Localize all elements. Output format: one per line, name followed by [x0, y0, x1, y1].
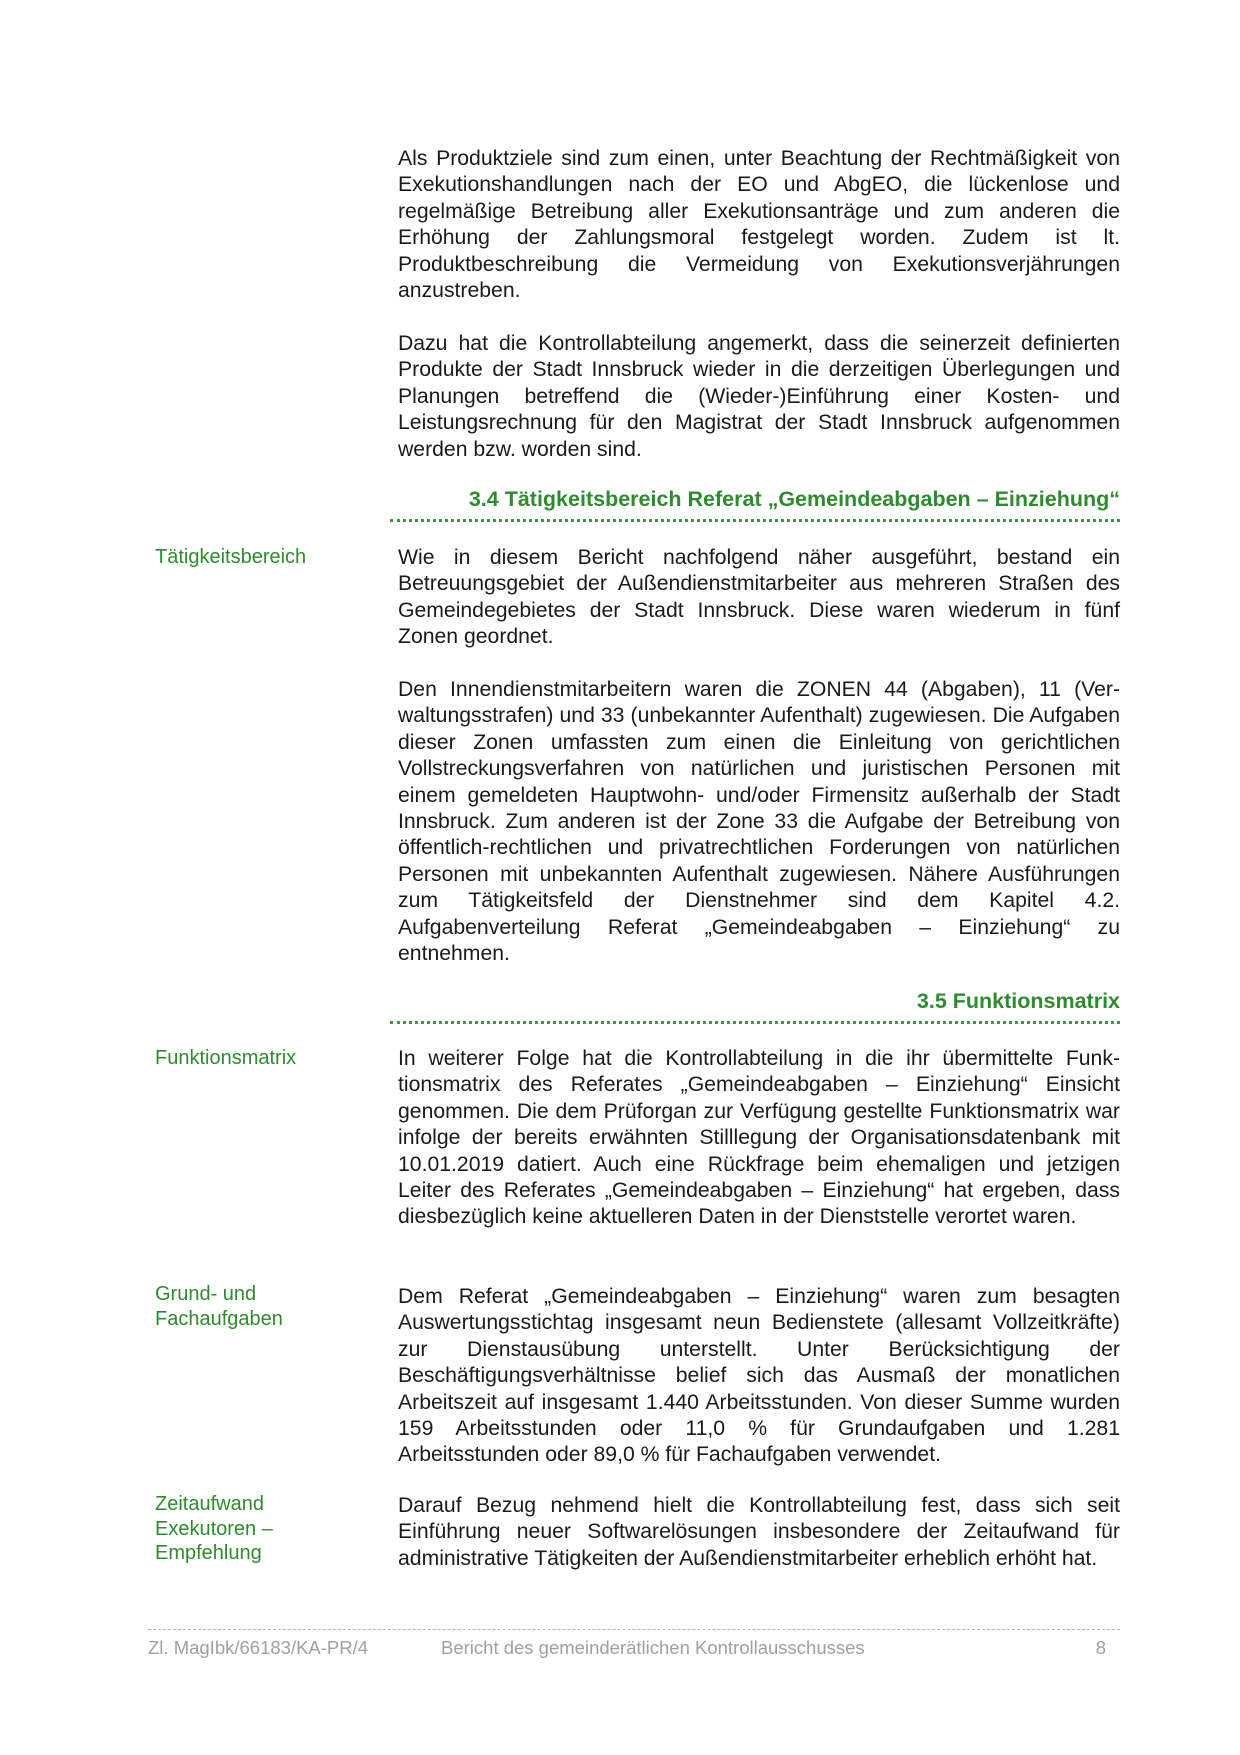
paragraph-bedienstete-arbeitsstunden: Dem Referat „Gemeindeabgaben – Einziehung“ waren zum besagten Auswertungsstichtag insgesamt neun Bedienstete (allesamt Vollzeitkräfte) zur Dienstausübung unterstellt. Unter Berücksichtigung der Beschäftigungsverhältnisse belief sich das Ausmaß der monatlichen Arbeitszeit auf insgesamt 1.440 Arbeitsstunden. Von dieser Summe wurden 159 Arbeitsstunden oder 11,0 % für Grundaufgaben und 1.281 Arbeitsstunden oder 89,0 % für Fachaufgaben verwendet.: [398, 1285, 1120, 1467]
paragraph-funktionsmatrix: In weiterer Folge hat die Kontrollabteilung in die ihr übermittelte Funktionsmatrix des Referates „Gemeindeabgaben – Einziehung“ Einsicht genommen. Die dem Prüforgan zur Verfügung gestellte Funktionsmatrix war infolge der bereits erwähnten Stilllegung der Organisationsdatenbank mit 10.01.2019 datiert. Auch eine Rückfrage beim ehemaligen und jetzigen Leiter des Referates „Gemeindeabgaben – Einziehung“ hat ergeben, dass diesbezüglich keine aktuelleren Daten in der Dienststelle verortet waren.: [398, 1047, 1120, 1229]
footer-report-title: Bericht des gemeinderätlichen Kontrollausschusses: [441, 1637, 865, 1658]
margin-note-line: Grund- und: [155, 1283, 257, 1305]
margin-note-funktionsmatrix: Funktionsmatrix: [155, 1047, 297, 1069]
section-heading-3-4: 3.4 Tätigkeitsbereich Referat „Gemeindeabgaben – Einziehung“: [390, 486, 1120, 522]
paragraph-kontrollabteilung-anmerkung: Dazu hat die Kontrollabteilung angemerkt, dass die seinerzeit definierten Produkte der Stadt Innsbruck wieder in die derzeitigen Überlegungen und Planungen betreffend die (Wieder-)Einführung einer Kosten- und Leistungsrechnung für den Magistrat der Stadt Innsbruck aufgenommen werden bzw. worden sind.: [398, 332, 1120, 461]
footer-divider: [148, 1629, 1120, 1630]
paragraph-betreuungsgebiet: Wie in diesem Bericht nachfolgend näher ausgeführt, bestand ein Betreuungsgebiet der Außendienstmitarbeiter aus mehreren Straßen des Gemeindegebietes der Stadt Innsbruck. Diese waren wiederum in fünf Zonen geordnet.: [398, 546, 1120, 649]
margin-note-line: Exekutoren –: [155, 1517, 273, 1540]
margin-note-taetigkeitsbereich: Tätigkeitsbereich: [155, 546, 307, 568]
footer-reference: Zl. MagIbk/66183/KA-PR/4: [148, 1637, 369, 1658]
paragraph-zeitaufwand: Darauf Bezug nehmend hielt die Kontrollabteilung fest, dass sich seit Einführung neuer Softwarelösungen insbesondere der Zeitaufwand für administrative Tätigkeiten der Außendienstmitarbeiter erheblich erhöht hat.: [398, 1494, 1120, 1570]
paragraph-produktziele: Als Produktziele sind zum einen, unter Beachtung der Rechtmäßigkeit von Exekutionshandlungen nach der EO und AbgEO, die lückenlose und regelmäßige Betreibung aller Exekutionsanträge und zum anderen die Erhöhung der Zahlungsmoral festgelegt worden. Zudem ist lt. Produktbeschreibung die Vermeidung von Exekutionsverjährungen anzustreben.: [398, 147, 1120, 303]
section-heading-3-5: 3.5 Funktionsmatrix: [390, 988, 1120, 1024]
paragraph-innendienst-zonen: Den Innendienstmitarbeitern waren die ZONEN 44 (Abgaben), 11 (Verwaltungsstrafen) und 33 (unbekannter Aufenthalt) zugewiesen. Die Aufgaben dieser Zonen umfassten zum einen die Einleitung von gerichtlichen Vollstreckungsverfahren von natürlichen und juristischen Personen mit einem gemeldeten Hauptwohn- und/oder Firmensitz außerhalb der Stadt Innsbruck. Zum anderen ist der Zone 33 die Aufgabe der Betreibung von öffentlich-rechtlichen und privatrechtlichen Forderungen von natürlichen Personen mit unbekannten Aufenthalt zugewiesen. Nähere Ausführungen zum Tätigkeitsfeld der Dienstnehmer sind dem Kapitel 4.2. Aufgabenverteilung Referat „Gemeindeabgaben – Einziehung“ zu entnehmen.: [398, 678, 1120, 966]
margin-note-zeitaufwand-exekutoren: [155, 1492, 365, 1566]
margin-note-line: Empfehlung: [155, 1542, 262, 1564]
margin-note-line: Fachaufgaben: [155, 1307, 283, 1330]
margin-note-grund-fachaufgaben: [155, 1282, 365, 1331]
footer-page-number: 8: [1095, 1637, 1106, 1658]
margin-note-line: Zeitaufwand: [155, 1493, 264, 1515]
